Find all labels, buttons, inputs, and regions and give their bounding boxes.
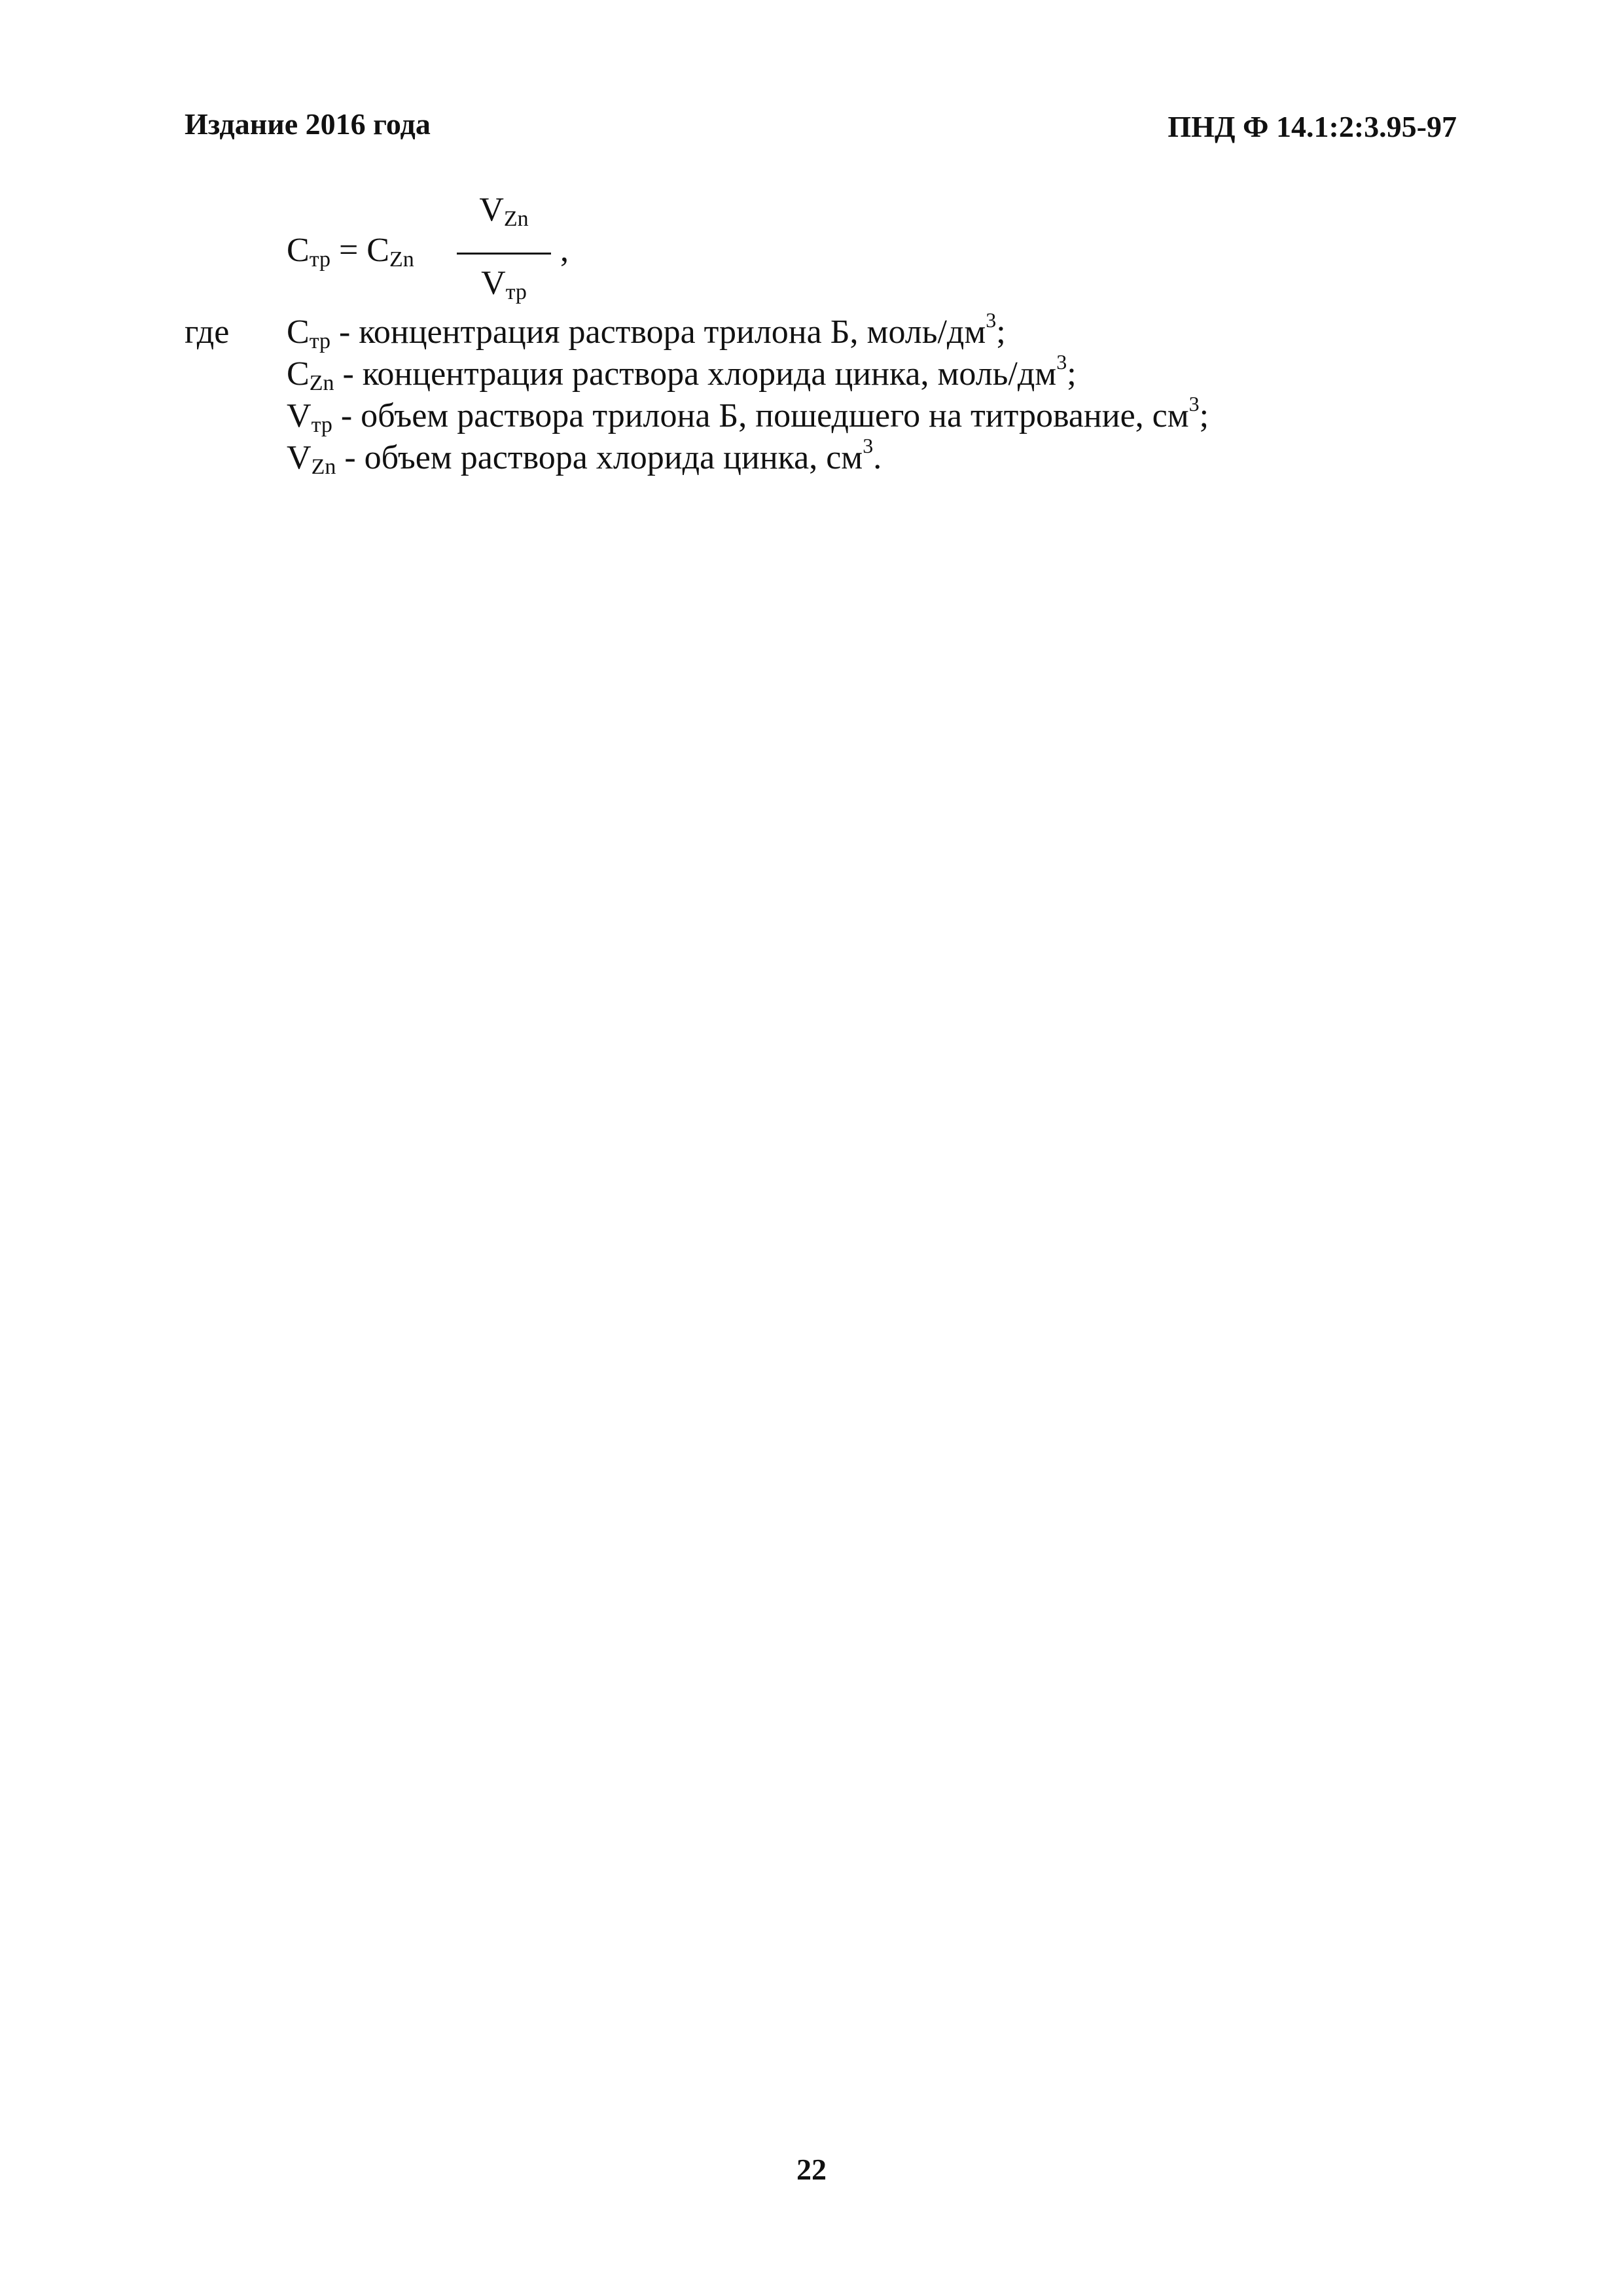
fraction-bar	[457, 253, 551, 255]
legend-end: ;	[996, 313, 1006, 351]
legend-subscript: тр	[309, 329, 330, 353]
legend-superscript: 3	[863, 434, 874, 457]
fraction-denominator	[452, 263, 556, 304]
titer-formula	[287, 190, 653, 314]
formula-lhs-symbol: C	[287, 232, 310, 269]
legend-description: - объем раствора хлорида цинка, см	[336, 439, 863, 476]
legend-description: - объем раствора трилона Б, пошедшего на титрование, см	[332, 397, 1189, 434]
legend-symbol: V	[287, 397, 312, 434]
legend-subscript: Zn	[311, 455, 336, 479]
formula-coef-symbol: C	[366, 232, 389, 269]
denominator-subscript: тр	[505, 280, 527, 304]
where-label: где	[185, 313, 230, 351]
legend-subscript: тр	[311, 413, 332, 437]
legend-end: ;	[1067, 355, 1077, 393]
legend-superscript: 3	[1188, 392, 1200, 415]
legend-symbol: C	[287, 355, 310, 393]
fraction-numerator	[452, 190, 556, 230]
legend-end: ;	[1199, 397, 1209, 434]
formula-trailing-comma: ,	[560, 232, 569, 269]
legend-item-c-tr	[287, 308, 1465, 353]
formula-lhs	[287, 230, 414, 271]
legend-description: - концентрация раствора хлорида цинка, моль/дм	[334, 355, 1057, 393]
variable-legend	[287, 308, 1465, 479]
legend-item-v-zn	[287, 434, 1465, 479]
page-number: 22	[796, 2153, 827, 2186]
edition-header: Издание 2016 года	[185, 107, 431, 141]
legend-description: - концентрация раствора трилона Б, моль/дм	[330, 313, 986, 351]
legend-superscript: 3	[986, 308, 997, 332]
formula-equals: =	[338, 232, 359, 269]
document-code-header: ПНД Ф 14.1:2:3.95-97	[1168, 110, 1457, 143]
formula-coef-subscript: Zn	[389, 247, 414, 272]
legend-item-v-tr	[287, 392, 1465, 437]
legend-end: .	[873, 439, 882, 476]
legend-symbol: C	[287, 313, 310, 351]
legend-subscript: Zn	[309, 371, 334, 395]
numerator-symbol: V	[479, 191, 504, 228]
denominator-symbol: V	[481, 264, 506, 302]
legend-symbol: V	[287, 439, 312, 476]
formula-fraction	[452, 190, 556, 314]
legend-item-c-zn	[287, 350, 1465, 395]
formula-lhs-subscript: тр	[309, 247, 330, 272]
numerator-subscript: Zn	[503, 207, 529, 231]
legend-superscript: 3	[1056, 350, 1067, 374]
